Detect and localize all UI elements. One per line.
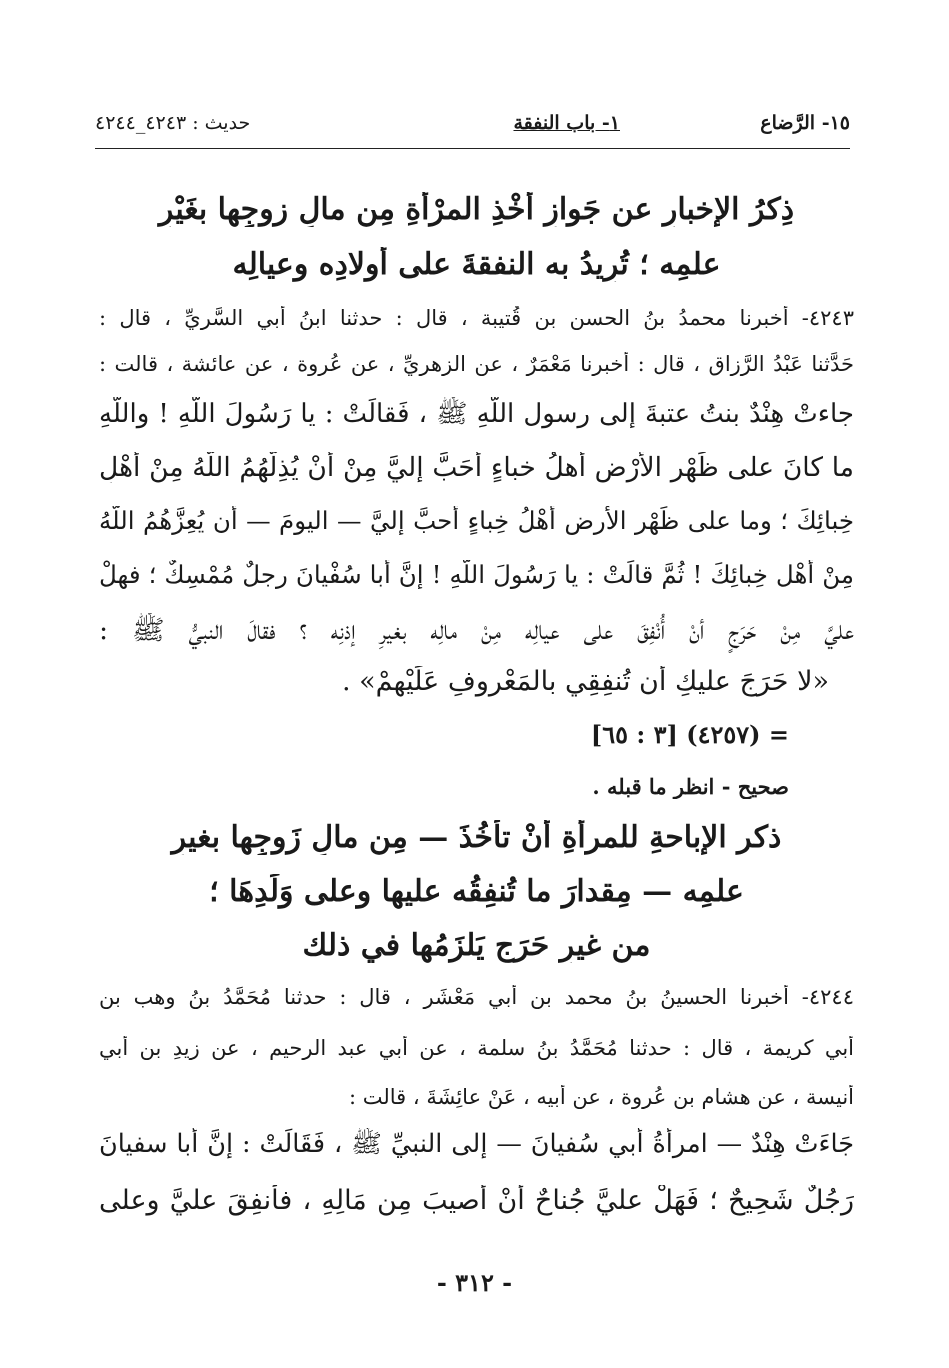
running-header — [95, 112, 850, 142]
section1-matn-line3: خِبائِكَ ؛ وما على ظَهْرِ الأرضِ أَهْلُ خِباءٍ أحبَّ إليَّ — اليومَ — أن يُعِزَّهُمُ اللّهُ — [99, 506, 854, 535]
section2-heading-line1: ذكر الإباحةِ للمرأةِ أنْ تأْخُذَ — مِن مالِ زَوجِها بغيرِ — [171, 820, 782, 855]
section1-matn-line6: «لا حَرَجَ عليكِ أن تُنفِقِي بالمَعْروفِ عَلَيْهِمْ» . — [341, 666, 829, 697]
section2-isnad-line2: أبي كريمة ، قال : حدثنا مُحَمَّدُ بنُ سلمة ، عن أبي عبد الرحيم ، عن زيدِ بنِ أبي — [99, 1036, 854, 1060]
section1-matn-line5: عليَّ مِنْ حَرَجٍ أنْ أُنْفِقَ على عيالِه مِنْ مالِه بغيرِ إذنِه ؟ فقالَ النبيُّ ﷺ : — [99, 615, 854, 646]
section1-isnad-line2: حَدَّثنا عَبْدُ الرَّزاق ، قال : أخبرنا مَعْمَرٌ ، عن الزهريِّ ، عن عُروة ، عن عائشة ، قالت : — [99, 352, 854, 376]
section2-isnad-line1: ٤٢٤٤- أخبرنا الحسينُ بنُ محمد بنِ أبي مَعْشَرٍ ، قال : حدثنا مُحَمَّدُ بنُ وهب بن — [99, 985, 854, 1009]
header-divider — [95, 148, 850, 149]
section2-heading-line2: علمِه — مِقدارَ ما تُنفِقُه عليها وعلى وَلَدِهَا ؛ — [209, 874, 744, 909]
section1-matn-line1: جاءتْ هِنْدٌ بنتُ عتبةَ إلى رسول اللّهِ ﷺ ، فَقالَتْ : يا رَسُولَ اللّهِ ! واللّهِ — [99, 399, 854, 429]
section1-reference: = (٤٢٥٧) [٣ : ٦٥] — [590, 720, 789, 749]
section1-grade: صحيح - انظر ما قبله . — [592, 774, 789, 799]
page-number: - ٣١٢ - — [436, 1268, 513, 1297]
section1-heading-line1: ذِكرُ الإخبارِ عن جَوازِ أَخْذِ المرْأةِ مِن مالِ زوجِها بغَيْرِ — [158, 192, 795, 227]
section2-heading-line3: من غيرِ حَرَجٍ يَلزَمُها في ذلك — [302, 928, 651, 963]
header-book-title: ١٥- الرَّضاع — [760, 112, 850, 134]
section1-isnad-line1: ٤٢٤٣- أخبرنا محمدُ بنُ الحسن بنِ قُتيبة ، قال : حدثنا ابنُ أبي السَّرِيِّ ، قال : — [99, 306, 854, 330]
section1-matn-line2: ما كانَ على ظَهْرِ الأَرْضِ أهلُ خباءٍ أَحَبَّ إليَّ مِنْ أنْ يُذِلَّهُمُ اللّهُ مِنْ أَهْلِ — [99, 452, 854, 483]
section1-heading-line2: علمِه ؛ تُرِيدُ به النفقةَ على أولادِه وعيالِه — [232, 247, 721, 282]
section1-matn-line4: مِنْ أَهْلِ خِبائِكَ ! ثُمَّ قالَتْ : يا رَسُولَ اللّهِ ! إنَّ أبا سُفْيانَ رجلٌ مُمْسِكٌ ؛ فهلْ — [99, 560, 854, 589]
section2-matn-line1: جَاءَتْ هِنْدٌ — امرأةُ أبي سُفيانَ — إلى النبيِّ ﷺ ، فَقَالَتْ : إنَّ أبا سفيانَ — [99, 1129, 854, 1159]
section2-isnad-line3: أنيسة ، عن هشام بن عُروة ، عن أبيه ، عَنْ عائِشَةَ ، قالت : — [349, 1085, 854, 1109]
header-chapter-title: ١- باب النفقة — [513, 112, 620, 134]
section2-matn-line2: رَجُلٌ شَحِيحٌ ؛ فَهَلْ عليَّ جُناحٌ أنْ أُصيبَ مِن مَالِهِ ، فأُنفِقَ عليَّ وعلى — [99, 1185, 854, 1216]
header-hadith-range: حديث : ٤٢٤٣_٤٢٤٤ — [95, 112, 251, 134]
